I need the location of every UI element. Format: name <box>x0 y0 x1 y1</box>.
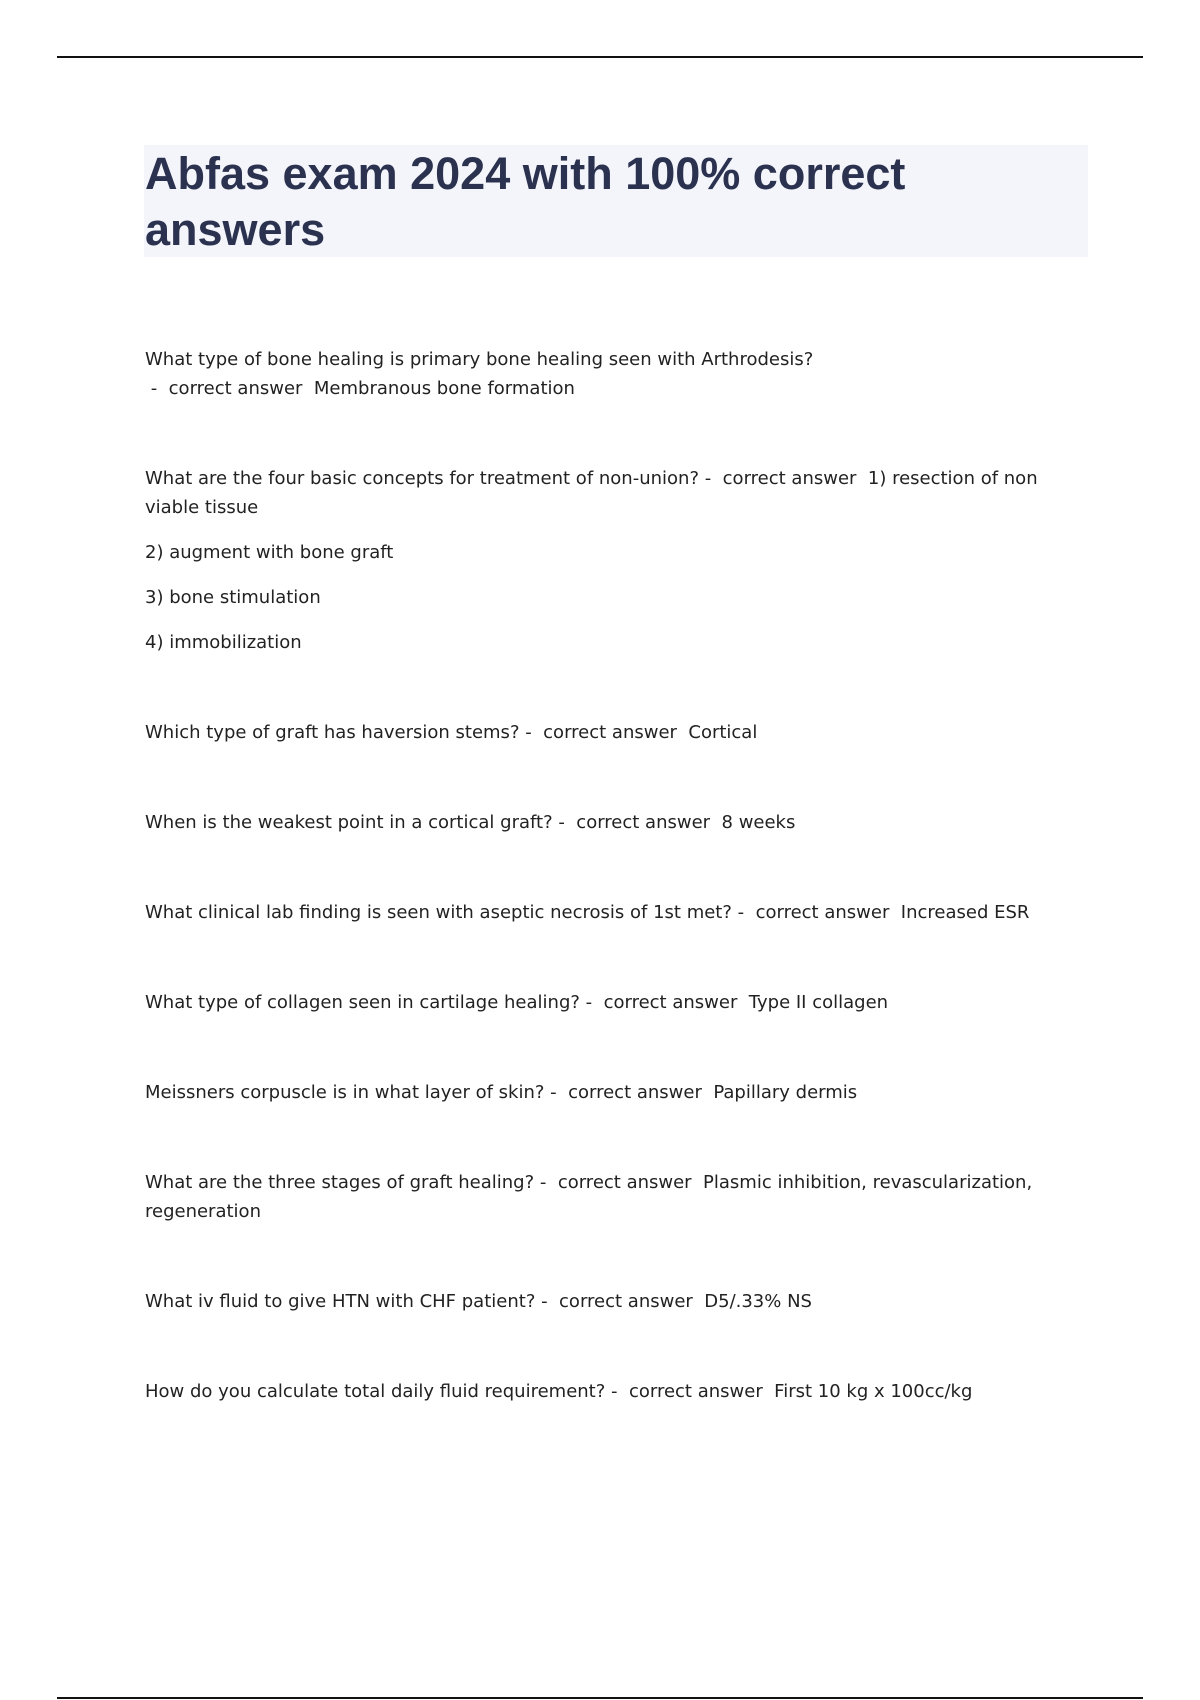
qa-item <box>145 898 1075 927</box>
answer-text: D5/.33% NS <box>704 1291 812 1312</box>
answer-text: First 10 kg x 100cc/kg <box>774 1381 973 1402</box>
qa-text <box>145 898 1075 927</box>
qa-item <box>145 1168 1075 1226</box>
question-text: What type of bone healing is primary bone healing seen with Arthrodesis? <box>145 349 814 370</box>
question-text: What are the four basic concepts for treatment of non-union? <box>145 468 699 489</box>
bottom-rule <box>57 1697 1143 1699</box>
answer-separator: - correct answer <box>145 378 314 399</box>
answer-separator: - correct answer <box>534 1172 704 1193</box>
answer-separator: - correct answer <box>699 468 868 489</box>
answer-text: Type II collagen <box>748 992 889 1013</box>
answer-separator: - correct answer <box>731 902 901 923</box>
qa-item <box>145 808 1075 837</box>
question-text: When is the weakest point in a cortical graft? <box>145 812 553 833</box>
qa-list <box>145 345 1075 1467</box>
qa-item <box>145 1287 1075 1316</box>
answer-separator: - correct answer <box>544 1082 714 1103</box>
qa-text <box>145 1078 1075 1107</box>
answer-text: Plasmic inhibition, revascularization, regeneration <box>145 1172 1033 1222</box>
question-text: What iv fluid to give HTN with CHF patient? <box>145 1291 536 1312</box>
answer-text: Cortical <box>688 722 758 743</box>
answer-continuation: 3) bone stimulation <box>145 587 321 608</box>
question-text: What are the three stages of graft healing? <box>145 1172 535 1193</box>
qa-text <box>145 808 1075 837</box>
answer-continuation: 4) immobilization <box>145 632 302 653</box>
qa-text <box>145 1287 1075 1316</box>
question-text: Meissners corpuscle is in what layer of skin? <box>145 1082 545 1103</box>
question-text: Which type of graft has haversion stems? <box>145 722 520 743</box>
qa-item <box>145 988 1075 1017</box>
qa-text <box>145 464 1075 522</box>
top-rule <box>57 56 1143 58</box>
answer-text: 8 weeks <box>721 812 796 833</box>
qa-item <box>145 464 1075 657</box>
answer-separator: - correct answer <box>535 1291 705 1312</box>
qa-item <box>145 1377 1075 1406</box>
page-title: Abfas exam 2024 with 100% correct answers <box>145 148 906 255</box>
answer-text: Papillary dermis <box>713 1082 858 1103</box>
qa-text <box>145 345 1075 403</box>
qa-text <box>145 1377 1075 1406</box>
qa-item <box>145 718 1075 747</box>
question-text: What clinical lab finding is seen with aseptic necrosis of 1st met? <box>145 902 732 923</box>
answer-separator: - correct answer <box>579 992 749 1013</box>
question-text: How do you calculate total daily fluid requirement? <box>145 1381 606 1402</box>
qa-item <box>145 345 1075 403</box>
qa-text <box>145 1168 1075 1226</box>
answer-separator: - correct answer <box>519 722 689 743</box>
answer-separator: - correct answer <box>605 1381 775 1402</box>
answer-text: Membranous bone formation <box>313 378 575 399</box>
answer-continuation: 2) augment with bone graft <box>145 542 394 563</box>
qa-text <box>145 718 1075 747</box>
qa-item <box>145 1078 1075 1107</box>
question-text: What type of collagen seen in cartilage healing? <box>145 992 580 1013</box>
qa-text <box>145 988 1075 1017</box>
answer-text: 1) resection of non viable tissue <box>145 468 1038 518</box>
answer-separator: - correct answer <box>552 812 722 833</box>
answer-text: Increased ESR <box>900 902 1030 923</box>
